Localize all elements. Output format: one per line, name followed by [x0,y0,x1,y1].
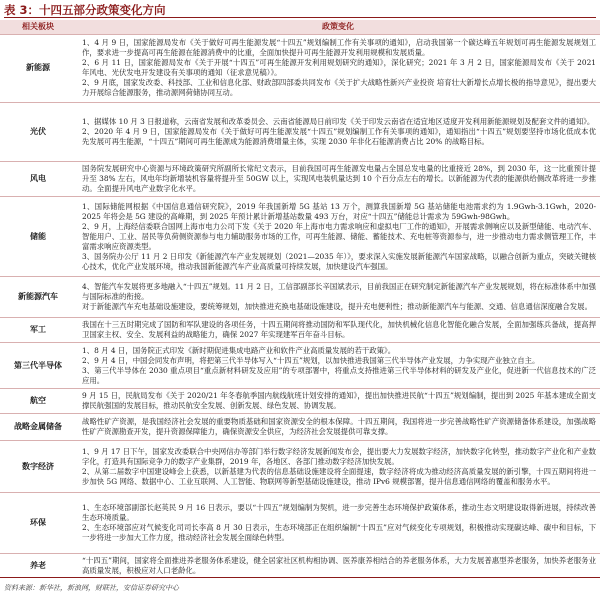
policy-table [0,20,600,578]
table-title: 表 3：十四五部分政策变化方向 [4,2,596,18]
policy-change-cell [76,342,600,388]
sector-cell: 储能 [0,197,76,277]
table-row [0,554,600,578]
policy-change-cell [76,554,600,578]
table-row [0,414,600,441]
table-row [0,493,600,554]
table-row [0,162,600,197]
table-row [0,318,600,343]
policy-item: 2、生态环境部应对气候变化司司长李高 8 月 30 日表示，生态环境部正在组织编制“十四五”应对气候变化专项规划，积极推动实现碳达峰、碳中和目标，下一步将进一步加大工作力度，推动经济社会发展全面绿色转型。 [82,523,596,543]
header-sector: 相关板块 [0,20,76,34]
sector-cell: 第三代半导体 [0,342,76,388]
policy-item: 9 月 15 日，民航局发布《关于 2020/21 年冬春航季国内航线航班计划安排的通知》，提出加快推进民航“十四五”规划编制，提出到 2025 年基本建成全面支撑民航强国的发展目标，推动民航安全发展、创新发展、绿色发展、协调发展。 [82,391,596,411]
table-row [0,441,600,493]
policy-change-cell [76,414,600,441]
table-row [0,389,600,414]
policy-change-cell [76,389,600,414]
table-row [0,197,600,277]
sector-cell: 航空 [0,389,76,414]
policy-change-cell [76,162,600,197]
policy-item: “十四五”期间，国家将全面推进养老服务体系建设，健全居家社区机构相协调、医养康养相结合的养老服务体系，大力发展普惠型养老服务，加快养老服务业高质量发展，积极应对人口老龄化。 [82,555,596,575]
sector-cell: 新能源 [0,34,76,103]
policy-item: 1、8 月 4 日，国务院正式印发《新时期促进集成电路产业和软件产业高质量发展的若干政策》。 [82,345,396,355]
policy-change-cell [76,277,600,318]
sector-cell: 军工 [0,318,76,343]
table-row [0,342,600,388]
sector-cell: 养老 [0,554,76,578]
policy-item: 2、6 月 11 日，国家能源局发布《关于开展“十四五”可再生能源开发利用规划研究的通知》，深化研究；2021 年 3 月 2 日，国家能源局发布《关于 2021 年风电、光伏发电开发建设有关事项的通知（征求意见稿）》。 [82,58,596,78]
table-body [0,34,600,578]
policy-item: 3、国务院办公厅 11 月 2 日印发《新能源汽车产业发展规划（2021—2035 年）》，要求深入实施发展新能源汽车国家战略，以融合创新为重点，突破关键核心技术，优化产业发展环境，推动我国新能源汽车产业高质量可持续发展，加快建设汽车强国。 [82,251,596,271]
sector-cell: 风电 [0,162,76,197]
policy-item: 1、据媒体 10 月 3 日报道称，云南省发展和改革委员会、云南省能源局日前印发《关于印发云南省在适宜地区适度开发利用新能源规划及配套文件的通知》。 [82,117,595,127]
policy-item: 我国在十三五时期完成了国防和军队建设的各项任务，十四五期间将推动国防和军队现代化，加快机械化信息化智能化融合发展，全面加强练兵备战，提高捍卫国家主权、安全、发展利益的战略能力，确保 2027 年实现建军百年奋斗目标。 [82,320,596,339]
sector-cell: 战略金属储备 [0,414,76,441]
sector-cell: 数字经济 [0,441,76,493]
header-policy-change: 政策变化 [76,20,600,34]
policy-item: 1、9 月 17 日下午，国家发改委联合中央网信办等部门举行数字经济发展新闻发布会，提出要大力发展数字经济，加快数字化转型，推动数字产业化和产业数字化，打造具有国际竞争力的数字产业集群，2019 年，各地区、各部门推动数字经济加快发展。 [82,446,596,466]
source-note: 资料来源：新华社，新浪网，财联社，安信证券研究中心 [4,584,179,592]
policy-change-cell [76,197,600,277]
policy-change-cell [76,441,600,493]
policy-item: 战略性矿产资源，是我国经济社会发展的重要物质基础和国家资源安全的根本保障。十四五期间，我国将进一步完善战略性矿产资源储备体系建设，加强战略性矿产资源勘查开发，提升资源保障能力，确保资源安全供应，为经济社会发展提供可靠支撑。 [82,417,596,437]
policy-item: 1、生态环境部副部长赵英民 9 月 16 日表示，要以“十四五”规划编制为契机，进一步完善生态环境保护政策体系，推动生态文明建设取得新进展，持续改善生态环境质量。 [82,503,596,523]
policy-change-cell [76,318,600,343]
table-header-row [0,20,600,34]
table-row [0,103,600,162]
sector-cell: 光伏 [0,103,76,162]
policy-item: 2、2020 年 4 月 9 日，国家能源局发布《关于做好可再生能源发展“十四五”规划编制工作有关事项的通知》，通知指出“十四五”规划要坚持市场化低成本优先发展可再生能源，“十四五”期间可再生能源成为能源消费增量主体，实现 2030 年非化石能源消费占比 20% 的战略目标。 [82,127,596,147]
table-row [0,34,600,103]
sector-cell: 环保 [0,493,76,554]
policy-item: 2、从第二届数字中国建设峰会上获悉，以新基建为代表的信息基础设施建设将全面提速，数字经济将成为推动经济高质量发展的新引擎，十四五期间将进一步加快 5G 网络、数据中心、工业互联网、人工智能、物联网等新型基础设施建设，推动 IPv6 规模部署，提升信息通信网络的覆盖和服务水平。 [82,466,596,486]
table-row [0,277,600,318]
policy-item: 2、9 月 4 日，中国会同发布声明，将把第三代半导体写入“十四五”规划，以加快推进我国第三代半导体产业发展，力争实现产业独立自主。 [82,355,540,365]
policy-change-cell [76,103,600,162]
policy-change-cell [76,493,600,554]
policy-item: 2、9 月底，国家发改委、科技部、工业和信息化部、财政部四部委共同发布《关于扩大战略性新兴产业投资 培育壮大新增长点增长极的指导意见》，提出要大力开展综合能源服务，推动源网荷储协同互动。 [82,78,596,98]
policy-item: 国务院发展研究中心资源与环境政策研究所副所长常纪文表示，目前我国可再生能源发电量占全国总发电量的比重接近 28%，到 2030 年，这一比重预计提升至 38% 左右，风电年均新增装机容量将提升至 50GW 以上，实现风电装机量达到 10 个百分点左右的增长。以新能源为代表的能源供给侧改革将进一步推动。全面提升风电产业数字化水平。 [82,164,596,194]
policy-item: 1、国际储能网根据《中国信息通信研究院》，2019 年我国新增 5G 基站 13 万个，测算我国新增 5G 基站储能电池需求约为 1.9Gwh-3.1Gwh，2020-2025 年将会是 5G 建设的高峰期，到 2025 年预计累计新增基站数量 493 万台，对应“十四五”储能总计需求为 59Gwh-98Gwh。 [82,201,596,221]
sector-cell: 新能源汽车 [0,277,76,318]
policy-item: 对于新能源汽车充电基础设施建设，要统筹规划，加快推进充换电基础设施建设，提升充电便利性；推动新能源汽车与能源、交通、信息通信深度融合发展。 [82,302,592,312]
policy-item: 3、第三代半导体在 2030 重点项目“重点新材料研发及应用”的专项部署中，将重点支持推进第三代半导体材料的研发及产业化，促进新一代信息技术的广泛应用。 [82,365,596,385]
policy-item: 2、9 月，上海经信委联合国网上海市电力公司下发《关于 2020 年上海市电力需求响应和虚拟电厂工作的通知》，开展需求侧响应以及新型储能、电动汽车、智能用户、工业、居民等负荷侧资源参与电力辅助服务市场的工作，可再生能源、储能、蓄能技术、充电桩等资源参与，进一步推动电力需求侧管理工作，丰富需求响应资源类型。 [82,221,596,251]
policy-item: 4、智能汽车发展将更多地融入“十四五”规划。11 月 2 日，工信部副部长辛国斌表示，目前我国正在研究制定新能源汽车产业发展规划，将在标准体系中加强与国际标准的衔接。 [82,282,596,302]
policy-item: 1、4 月 9 日，国家能源局发布《关于做好可再生能源发展“十四五”规划编制工作有关事项的通知》，启动我国第一个碳达峰五年规划可再生能源发展规划工作，要求进一步提高可再生能源在能源消费中的比重，全面加快提升可再生能源开发利用规模和发展质量。 [82,38,596,58]
policy-change-cell [76,34,600,103]
